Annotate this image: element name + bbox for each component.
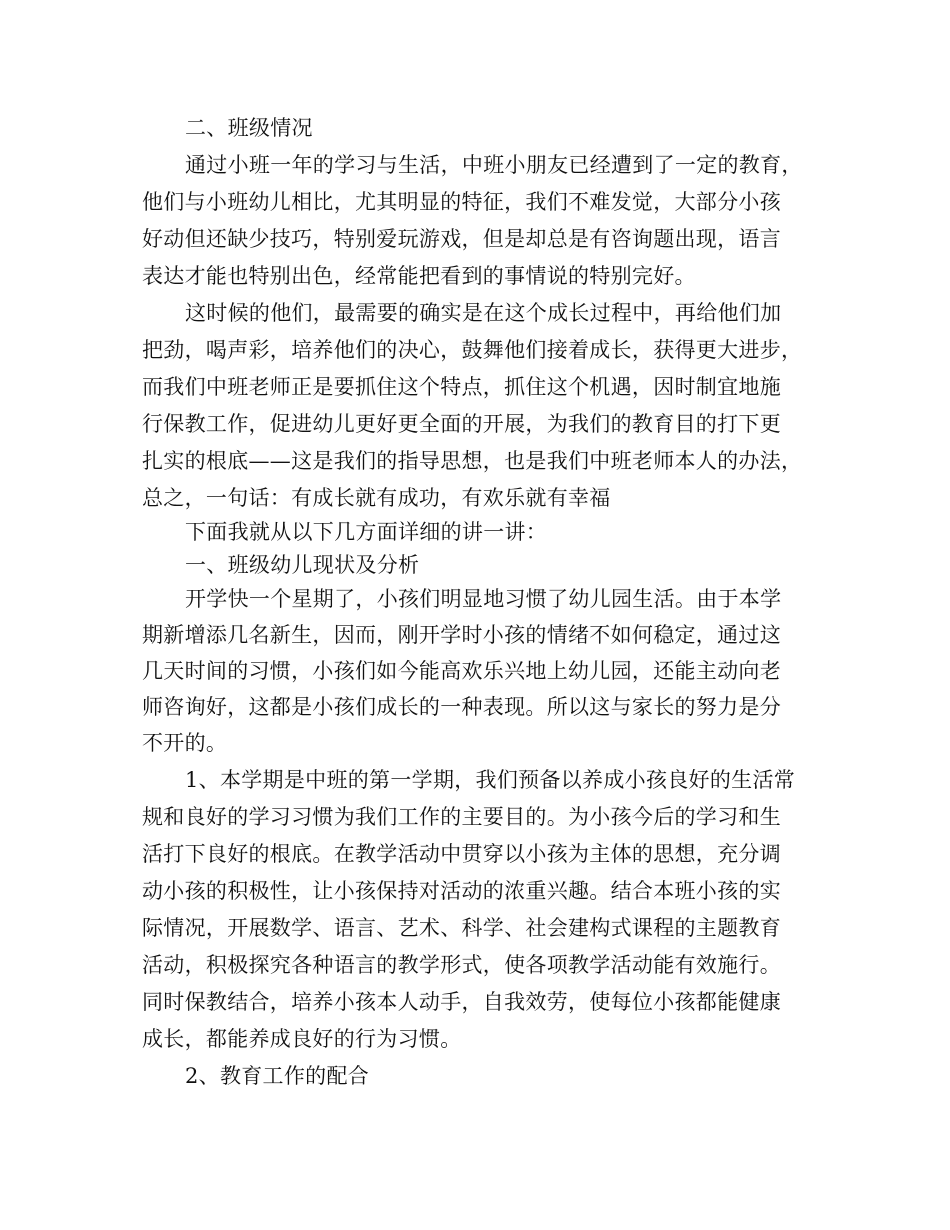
paragraph-line: 总之，一句话：有成长就有成功，有欢乐就有幸福 <box>142 486 611 510</box>
paragraph-line: 通过小班一年的学习与生活，中班小朋友已经遭到了一定的教育， <box>185 153 803 177</box>
paragraph-line: 1、本学期是中班的第一学期，我们预备以养成小孩良好的生活常 <box>185 768 796 792</box>
paragraph-line: 把劲，喝声彩，培养他们的决心，鼓舞他们接着成长，获得更大进步， <box>142 338 803 362</box>
paragraph-line: 行保教工作，促进幼儿更好更全面的开展，为我们的教育目的打下更 <box>142 412 781 436</box>
paragraph-line: 而我们中班老师正是要抓住这个特点，抓住这个机遇，因时制宜地施 <box>142 375 781 399</box>
paragraph-line: 不开的。 <box>142 731 228 755</box>
paragraph-line: 扎实的根底——这是我们的指导思想，也是我们中班老师本人的办法， <box>142 449 803 473</box>
paragraph-line: 期新增添几名新生，因而，刚开学时小孩的情绪不如何稳定，通过这 <box>142 623 781 647</box>
paragraph-line: 这时候的他们，最需要的确实是在这个成长过程中，再给他们加 <box>185 301 782 325</box>
section-heading-class-situation: 二、班级情况 <box>185 116 313 140</box>
paragraph-line: 动小孩的积极性，让小孩保持对活动的浓重兴趣。结合本班小孩的实 <box>142 879 781 903</box>
paragraph-line: 表达才能也特别出色，经常能把看到的事情说的特别完好。 <box>142 264 696 288</box>
paragraph-line: 活打下良好的根底。在教学活动中贯穿以小孩为主体的思想，充分调 <box>142 842 781 866</box>
paragraph-line: 开学快一个星期了，小孩们明显地习惯了幼儿园生活。由于本学 <box>185 587 782 611</box>
paragraph-line: 下面我就从以下几方面详细的讲一讲： <box>185 520 548 544</box>
paragraph-line: 际情况，开展数学、语言、艺术、科学、社会建构式课程的主题教育 <box>142 916 781 940</box>
paragraph-line: 规和良好的学习习惯为我们工作的主要目的。为小孩今后的学习和生 <box>142 805 781 829</box>
paragraph-line: 好动但还缺少技巧，特别爱玩游戏，但是却总是有咨询题出现，语言 <box>142 227 781 251</box>
paragraph-line: 几天时间的习惯，小孩们如今能高欢乐兴地上幼儿园，还能主动向老 <box>142 659 781 683</box>
paragraph-line: 师咨询好，这都是小孩们成长的一种表现。所以这与家长的努力是分 <box>142 695 781 719</box>
subheading-education-cooperation: 2、教育工作的配合 <box>185 1064 370 1088</box>
paragraph-line: 同时保教结合，培养小孩本人动手，自我效劳，使每位小孩都能健康 <box>142 990 781 1014</box>
paragraph-line: 他们与小班幼儿相比，尤其明显的特征，我们不难发觉，大部分小孩 <box>142 190 781 214</box>
paragraph-line: 活动，积极探究各种语言的教学形式，使各项教学活动能有效施行。 <box>142 953 781 977</box>
section-heading-status-analysis: 一、班级幼儿现状及分析 <box>185 553 420 577</box>
paragraph-line: 成长，都能养成良好的行为习惯。 <box>142 1027 462 1051</box>
